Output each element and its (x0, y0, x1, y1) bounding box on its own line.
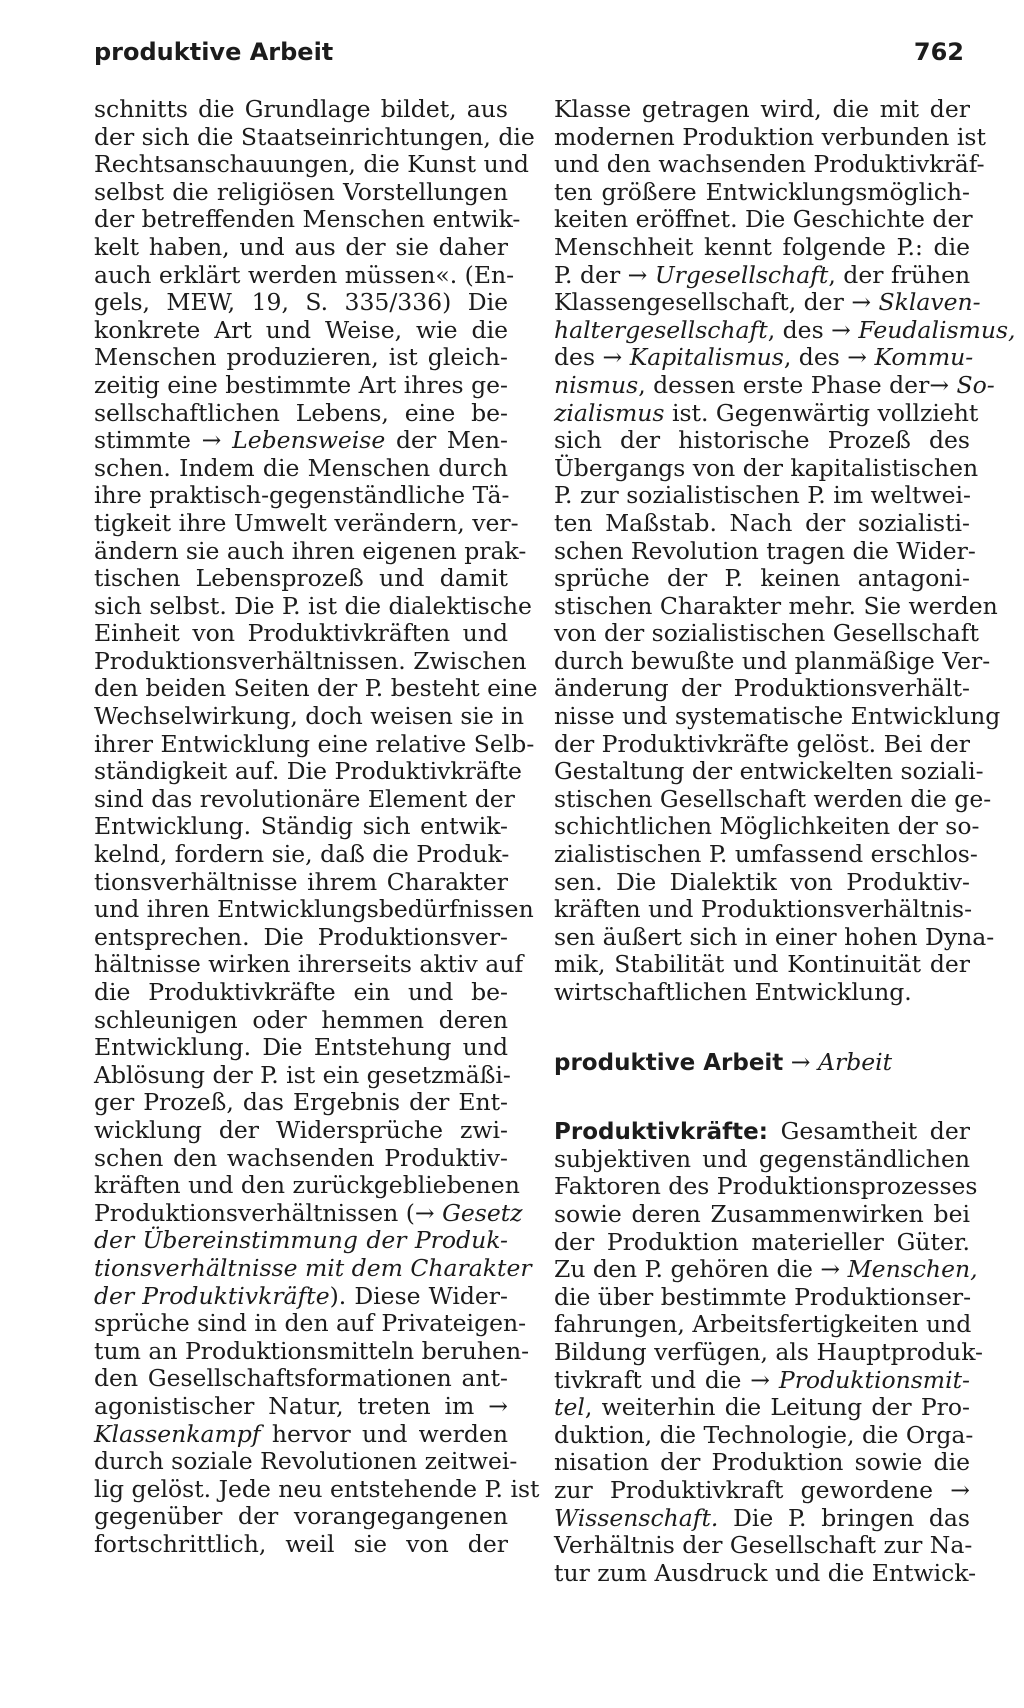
text-line: der sich die Staatseinrichtungen, die (94, 122, 535, 151)
text-line: selbst die religiösen Vorstellungen (94, 177, 508, 206)
text-line: schnitts die Grundlage bildet, aus (94, 95, 508, 123)
text-line: nisation der Produktion sowie die (554, 1448, 970, 1477)
text-line: der Übereinstimmung der Produk- (94, 1226, 508, 1255)
text-line: Einheit von Produktivkräften und (94, 619, 508, 648)
text-line: stischen Charakter mehr. Sie werden (554, 591, 998, 620)
text-line: auch erklärt werden müssen«. (En- (94, 260, 515, 289)
text-line: Produktionsverhältnissen (→ Gesetz (94, 1198, 523, 1227)
text-line: sprüche der P. keinen antagoni- (554, 564, 970, 593)
text-line: fortschrittlich, weil sie von der (94, 1529, 508, 1558)
text-line: keiten eröffnet. Die Geschichte der (554, 205, 973, 234)
text-line: P. zur sozialistischen P. im weltwei- (554, 481, 971, 510)
text-line: tur zum Ausdruck und die Entwick- (554, 1558, 977, 1587)
text-line: der Produktion materieller Güter. (554, 1227, 970, 1256)
text-line: schen den wachsenden Produktiv- (94, 1143, 508, 1172)
text-line: ändern sie auch ihren eigenen prak- (94, 536, 527, 565)
text-line: und ihren Entwicklungsbedürfnissen (94, 895, 534, 924)
text-line: der betreffenden Menschen entwik- (94, 205, 521, 234)
cross-reference-link[interactable]: Wissenschaft. (554, 1503, 719, 1532)
text-line: Klassenkampf hervor und werden (94, 1419, 508, 1448)
entry-gap (554, 1076, 970, 1118)
text-line: Entwicklung. Ständig sich entwik- (94, 812, 508, 841)
text-line: ger Prozeß, das Ergebnis der Ent- (94, 1088, 508, 1117)
cross-reference-link[interactable]: So- (956, 370, 995, 399)
text-line: zialistischen P. umfassend erschlos- (554, 840, 978, 869)
text-line: zeitig eine bestimmte Art ihres ge- (94, 370, 508, 399)
text-line: Ablösung der P. ist ein gesetzmäßi- (94, 1060, 511, 1089)
text-line: ständigkeit auf. Die Produktivkräfte (94, 757, 522, 786)
cross-reference-link[interactable]: Arbeit (817, 1047, 893, 1076)
text-line: Menschheit kennt folgende P.: die (554, 232, 970, 261)
cross-reference-link[interactable]: Feudalismus, (858, 315, 1016, 344)
page-number: 762 (913, 38, 964, 66)
text-line: wirtschaftlichen Entwicklung. (554, 978, 912, 1006)
headword: Produktivkräfte: (554, 1119, 768, 1146)
text-line: tionsverhältnisse ihrem Charakter (94, 867, 508, 896)
arrow-icon: → (950, 1475, 970, 1504)
text-line: sich selbst. Die P. ist die dialektische (94, 591, 532, 620)
text-line: Klasse getragen wird, die mit der (554, 95, 970, 123)
text-line: zur Produktivkraft gewordene → (554, 1475, 970, 1504)
cross-reference-link[interactable]: Sklaven- (878, 288, 981, 317)
text-line: agonistischer Natur, treten im → (94, 1391, 508, 1420)
text-line: tum an Produktionsmitteln beruhen- (94, 1336, 530, 1365)
headword: produktive Arbeit (554, 1049, 784, 1076)
cross-reference-link[interactable]: Kapitalismus (629, 343, 784, 372)
text-line: kräften und Produktionsverhältnis- (554, 895, 973, 924)
text-line: den Gesellschaftsformationen ant- (94, 1364, 508, 1393)
text-line: wicklung der Widersprüche zwi- (94, 1115, 508, 1144)
text-line: hältnisse wirken ihrerseits aktiv auf (94, 950, 524, 979)
text-line: tischen Lebensprozeß und damit (94, 564, 508, 593)
text-line: schichtlichen Möglichkeiten der so- (554, 812, 980, 841)
text-line: konkrete Art und Weise, wie die (94, 315, 508, 344)
text-line: und den wachsenden Produktivkräf- (554, 150, 985, 179)
text-line: haltergesellschaft, des → Feudalismus, (554, 315, 1016, 344)
text-line: nisse und systematische Entwicklung (554, 702, 1001, 731)
text-line: die Produktivkräfte ein und be- (94, 978, 508, 1006)
text-line: sowie deren Zusammenwirken bei (554, 1199, 970, 1228)
arrow-icon: → (414, 1198, 435, 1227)
cross-reference-link[interactable]: Menschen, (847, 1255, 978, 1284)
text-line: des → Kapitalismus, des → Kommu- (554, 343, 974, 372)
text-line: modernen Produktion verbunden ist (554, 122, 986, 151)
text-line: kelt haben, und aus der sie daher (94, 232, 508, 261)
text-line: tivkraft und die → Produktionsmit- (554, 1365, 970, 1394)
cross-reference-link[interactable]: Urgesellschaft (654, 260, 829, 289)
arrow-icon: → (847, 343, 867, 372)
text-line: stischen Gesellschaft werden die ge- (554, 784, 992, 813)
arrow-icon: → (750, 1365, 770, 1394)
entry-produktivkraefte: Produktivkräfte: Gesamtheit der (554, 1117, 970, 1146)
text-line: der Produktivkräfte). Diese Wider- (94, 1281, 508, 1310)
arrow-icon: → (201, 426, 222, 455)
arrow-icon: → (602, 343, 623, 372)
text-line: sprüche sind in den auf Privateigen- (94, 1309, 527, 1338)
arrow-icon: → (820, 1255, 841, 1284)
page-header (94, 38, 964, 78)
text-line: Rechtsanschauungen, die Kunst und (94, 150, 529, 179)
text-line: änderung der Produktionsverhält- (554, 674, 970, 703)
text-line: Wechselwirkung, doch weisen sie in (94, 702, 524, 731)
text-line: kelnd, fordern sie, daß die Produk- (94, 840, 510, 869)
text-line: tigkeit ihre Umwelt verändern, ver- (94, 508, 519, 537)
arrow-icon: → (790, 1047, 811, 1076)
cross-reference-link[interactable]: Kommu- (874, 343, 974, 372)
text-line: lig gelöst. Jede neu entstehende P. ist (94, 1474, 540, 1503)
left-column (94, 95, 540, 1558)
arrow-icon: → (929, 370, 950, 399)
text-line: sen äußert sich in einer hohen Dyna- (554, 922, 995, 951)
text-line: die über bestimmte Produktionser- (554, 1282, 972, 1311)
text-line: sen. Die Dialektik von Produktiv- (554, 867, 970, 896)
text-line: Klassengesellschaft, der → Sklaven- (554, 288, 981, 317)
text-line: schen Revolution tragen die Wider- (554, 536, 976, 565)
arrow-icon: → (627, 260, 648, 289)
text-line: durch bewußte und planmäßige Ver- (554, 646, 991, 675)
arrow-icon: → (488, 1391, 508, 1420)
text-line: zialismus ist. Gegenwärtig vollzieht (554, 398, 979, 427)
text-line: subjektiven und gegenständlichen (554, 1144, 970, 1173)
text-line: durch soziale Revolutionen zeitwei- (94, 1447, 518, 1476)
cross-reference-link[interactable]: Produktionsmit- (778, 1365, 970, 1394)
text-line: Entwicklung. Die Entstehung und (94, 1033, 508, 1062)
text-line: ihrer Entwicklung eine relative Selb- (94, 729, 535, 758)
text-line: Zu den P. gehören die → Menschen, (554, 1255, 978, 1284)
text-line: ten größere Entwicklungsmöglich- (554, 177, 970, 206)
text-line: tel, weiterhin die Leitung der Pro- (554, 1393, 970, 1422)
text-line: ten Maßstab. Nach der sozialisti- (554, 508, 970, 537)
cross-reference-link[interactable]: Lebensweise (232, 426, 386, 455)
arrow-icon: → (831, 315, 851, 344)
text-line: stimmte → Lebensweise der Men- (94, 426, 508, 455)
entry-produktive-arbeit (554, 1049, 970, 1077)
text-line: P. der → Urgesellschaft, der frühen (554, 260, 971, 289)
text-line: Menschen produzieren, ist gleich- (94, 343, 508, 372)
text-line: duktion, die Technologie, die Orga- (554, 1420, 974, 1449)
text-line: schleunigen oder hemmen deren (94, 1005, 508, 1034)
text-line: Bildung verfügen, als Hauptproduk- (554, 1337, 983, 1366)
text-line: sind das revolutionäre Element der (94, 784, 515, 813)
text-line: von der sozialistischen Gesellschaft (554, 619, 979, 648)
entry-gap (554, 1007, 970, 1049)
text-line: entsprechen. Die Produktionsver- (94, 922, 508, 951)
text-line: der Produktivkräfte gelöst. Bei der (554, 729, 970, 758)
cross-reference-link[interactable]: Klassenkampf (94, 1419, 261, 1448)
text-line: nismus, dessen erste Phase der→ So- (554, 370, 995, 399)
cross-reference-link[interactable]: Gesetz (442, 1198, 523, 1227)
text-line: Gestaltung der entwickelten soziali- (554, 757, 984, 786)
text-line: Produktionsverhältnissen. Zwischen (94, 646, 527, 675)
text-line: sellschaftlichen Lebens, eine be- (94, 398, 508, 427)
text-line: kräften und den zurückgebliebenen (94, 1171, 520, 1200)
arrow-icon: → (851, 288, 872, 317)
text-line: den beiden Seiten der P. besteht eine (94, 674, 538, 703)
text-line: Faktoren des Produktionsprozesses (554, 1172, 978, 1201)
right-column (554, 95, 1016, 1587)
text-line: gels, MEW, 19, S. 335/336) Die (94, 288, 508, 317)
text-line: fahrungen, Arbeitsfertigkeiten und (554, 1310, 972, 1339)
text-line: Wissenschaft. Die P. bringen das (554, 1503, 970, 1532)
text-line: tionsverhältnisse mit dem Charakter (94, 1253, 532, 1282)
text-line: sich der historische Prozeß des (554, 426, 970, 455)
text-line: ihre praktisch-gegenständliche Tä- (94, 481, 510, 510)
text-line: Übergangs von der kapitalistischen (554, 453, 979, 482)
text-line: Verhältnis der Gesellschaft zur Na- (554, 1531, 973, 1560)
running-head: produktive Arbeit (94, 38, 334, 66)
text-line: gegenüber der vorangegangenen (94, 1502, 508, 1531)
text-line: schen. Indem die Menschen durch (94, 453, 508, 482)
text-line: mik, Stabilität und Kontinuität der (554, 950, 970, 979)
